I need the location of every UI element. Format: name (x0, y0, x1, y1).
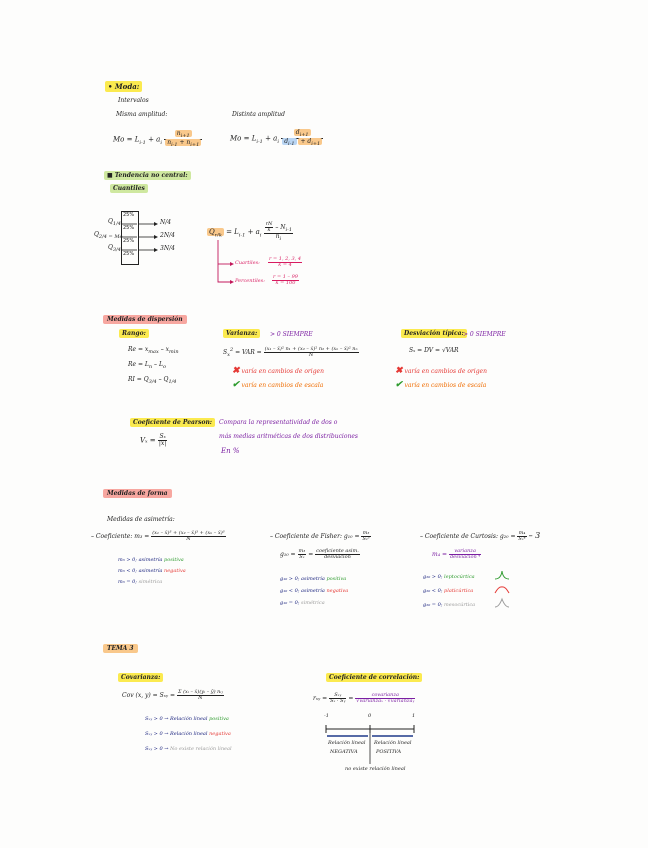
fisher-title: – Coeficiente de Fisher: g₁₀ = $\frac{\text{m₃}}{\text{Sₓ³}}$ (270, 530, 370, 542)
quartile-pct: 25% (123, 251, 135, 257)
quantile-fraction: $\frac{rN}{k}$ – $N_{i-1}$ $n_i$ (265, 221, 293, 243)
check-icon: ✔ (232, 380, 240, 390)
cuartiles-fraction: $\frac{r = 1, 2, 3, 4}{k = 4}$ (269, 256, 302, 268)
m3-line: m₃ < 0; asimetría negativa (118, 568, 186, 574)
asim-formula: – Coeficiente: m₃ = $\frac{\text{(x₁ – x̄)³ + (x₂ – x̄)³ + (xₙ – x̄)³}}{N}$ (91, 530, 225, 542)
cov-line: Sₓᵧ > 0 → Relación lineal negativa (145, 731, 231, 737)
fisher-line: g₁₀ < 0; asimetría negativa (280, 588, 349, 594)
quartile-pct: 25% (123, 238, 135, 244)
desviacion-origen: ✖ varía en cambios de origen (395, 366, 487, 376)
cov-line: Sₓᵧ > 0 → Relación lineal positiva (145, 716, 229, 722)
axis-label: -1 (324, 713, 329, 719)
m3-line: m₃ = 0; simétrica (118, 579, 163, 585)
no-relacion: no existe relación lineal (345, 766, 406, 772)
varianza-origen: ✖ varía en cambios de origen (232, 366, 324, 376)
rango-line: $Re = L_n - L_o$ (128, 361, 166, 371)
moda-formula-misma: $Mo = L_{i-1} + a_i$ $\frac{n_{i+1}}{n_{i-1} + n_{i+1}}$ (113, 131, 202, 148)
rel-pos: Relación lineal (374, 740, 412, 746)
pearson-formula: Vₓ = $\frac{\text{Sₓ}}{|x̄|}$ (140, 433, 167, 447)
desviacion-title: Desviación típica: (401, 331, 467, 337)
axis-label: 1 (412, 713, 416, 719)
varianza-title: Varianza: (223, 331, 260, 337)
moda-title: • Moda: (105, 83, 142, 90)
rel-neg: Relación lineal (328, 740, 366, 746)
pearson-percent: En % (221, 447, 240, 455)
curtosis-title: – Coeficiente de Curtosis: g₂₀ = $\frac{\text{m₄}}{\text{Sₓ⁴}}$ – 3 (420, 530, 541, 542)
rel-neg-2: NEGATIVA (330, 749, 358, 755)
pearson-desc: más medias aritméticas de dos distribuciones (219, 433, 358, 440)
dispersion-title: Medidas de dispersión (103, 317, 187, 323)
quantile-branch-arrows (214, 240, 234, 288)
q1-label: $Q_{1/4}$ (108, 218, 121, 228)
pearson-title: Coeficiente de Pearson: (130, 420, 215, 426)
quartile-arrows (138, 222, 158, 252)
quartile-pct: 25% (123, 225, 135, 231)
curtosis-line: g₂₀ > 0; leptocúrtica (423, 574, 475, 580)
arrow-label: N/4 (160, 219, 172, 226)
curtosis-line: g₂₀ = 0; mesocúrtica (423, 602, 476, 608)
quartile-dividers (121, 211, 137, 263)
rel-pos-2: POSITIVA (376, 749, 402, 755)
desviacion-note: > 0 SIEMPRE (463, 331, 506, 338)
arrow-label: 3N/4 (160, 245, 175, 252)
covarianza-formula: Cov (x, y) = Sₓᵧ = $\frac{\text{Σ (xᵢ – x̄)(yᵢ – ȳ) nᵢⱼ}}{N}$ (122, 689, 223, 701)
quantile-formula: $Q_{r/k} = L_{i-1} + a_i$ $\frac{rN}{k}$ – $N_{i-1}$ $n_i$ (209, 221, 293, 243)
moda-intervalos: Intervalos (118, 97, 149, 104)
q2-label: $Q_{2/4 = Me}$ (94, 231, 123, 241)
m3-line: m₃ > 0; asimetría positiva (118, 557, 184, 563)
x-icon: ✖ (395, 366, 403, 376)
quartile-pct: 25% (123, 212, 135, 218)
x-icon: ✖ (232, 366, 240, 376)
moda-formula-distinta: $Mo = L_{i-1} + a_i$ $\frac{d_{i+1}}{d_{i-1} + d_{i+1}}$ (230, 130, 323, 147)
forma-title: Medidas de forma (103, 491, 172, 497)
varianza-escala: ✔ varía en cambios de escala (232, 380, 324, 390)
q3-label: $Q_{3/4}$ (108, 244, 121, 254)
axis-label: 0 (368, 713, 372, 719)
desviacion-escala: ✔ varía en cambios de escala (395, 380, 487, 390)
percentiles-fraction: $\frac{r = 1 - 99}{k = 100}$ (273, 274, 298, 286)
pearson-desc: Compara la representatividad de dos o (219, 419, 338, 426)
moda-misma-amplitud: Misma amplitud: (116, 111, 168, 118)
curtosis-curves (495, 570, 511, 614)
percentiles-label: Percentiles: (235, 278, 265, 284)
desviacion-formula: Sₓ = DV = √VAR (409, 347, 459, 354)
correlacion-formula: rₓᵧ = $\frac{\text{Sₓᵧ}}{\text{Sₓ · Sᵧ}}$ = $\frac{\text{covarianza}}{\text{√varianzaₓ · √varianzaᵧ}}$ (313, 692, 415, 704)
covarianza-title: Covarianza: (118, 675, 163, 681)
fisher-line: g₁₀ = 0; simétrica (280, 600, 325, 606)
cuartiles-label: Cuartiles: (235, 260, 260, 266)
fisher-line: g₁₀ > 0; asimetría positiva (280, 576, 347, 582)
moda-fraction-2: $\frac{d_{i+1}}{d_{i-1} + d_{i+1}}$ (281, 130, 323, 147)
rango-line: RI = $Q_{3/4} - Q_{1/4}$ (128, 376, 177, 386)
varianza-note: > 0 SIEMPRE (270, 331, 313, 338)
asimetria-title: Medidas de asimetría: (107, 516, 175, 523)
rango-line: $Re = x_{max} - x_{min}$ (128, 346, 179, 356)
correlacion-title: Coeficiente de correlación: (326, 675, 422, 681)
moda-fraction-1: $\frac{n_{i+1}}{n_{i-1} + n_{i+1}}$ (164, 131, 202, 148)
tendencia-title: ■ Tendencia no central: (104, 173, 191, 179)
moda-distinta-amplitud: Distinta amplitud (232, 111, 285, 118)
varianza-formula: $S_x^2$ = VAR = $\frac{\text{(x₁ – x̄)² n₁ + (x₂ – x̄)² n₂ + (xₙ – x̄)² nₙ}}{N}$ (223, 346, 358, 359)
tema3-title: TEMA 3 (103, 646, 138, 652)
arrow-label: 2N/4 (160, 232, 175, 239)
cov-line: Sₓᵧ > 0 → No existe relación lineal (145, 746, 232, 752)
rango-title: Rango: (119, 331, 149, 337)
curtosis-line: g₂₀ < 0; platicúrtica (423, 588, 474, 594)
check-icon: ✔ (395, 380, 403, 390)
cuantiles-title: Cuantiles (110, 186, 148, 192)
curtosis-m4: m₄ = $\frac{\text{varianza}}{\text{desviación ⁴}}$ (432, 548, 481, 560)
fisher-formula-2: g₁₀ = $\frac{\text{m₃}}{\text{Sₓ}}$ = $\frac{\text{coeficiente asim.}}{\text{desviación}}$ (280, 548, 359, 560)
